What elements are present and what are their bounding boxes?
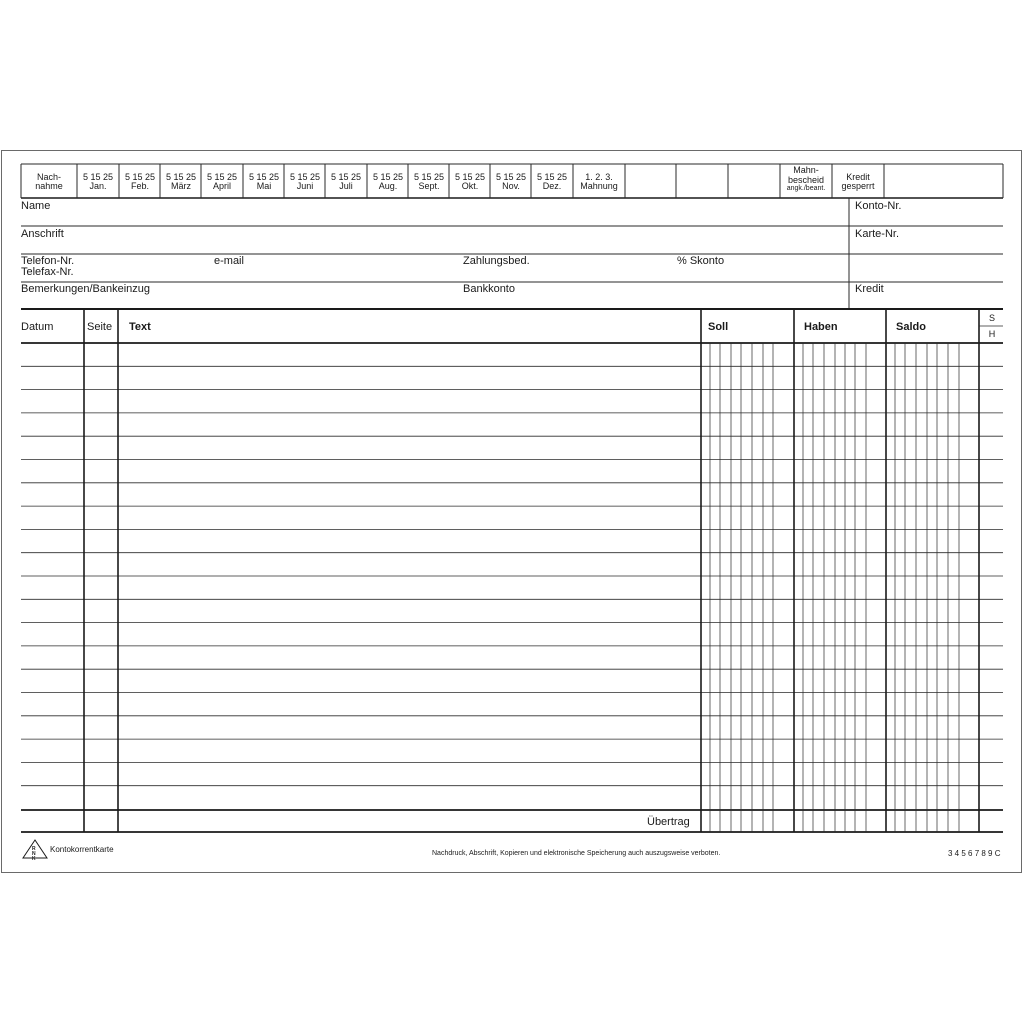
month-column-4 bbox=[243, 173, 285, 191]
month-name: Juli bbox=[339, 181, 353, 191]
month-column-5 bbox=[284, 173, 326, 191]
h-header: H bbox=[988, 329, 996, 339]
mahnung-label bbox=[573, 173, 625, 191]
month-name: Mai bbox=[256, 181, 272, 191]
month-days: 5 15 25 bbox=[124, 172, 156, 182]
kredit-gesperrt-line2: gesperrt bbox=[841, 181, 875, 191]
kredit-gesperrt-line1: Kredit bbox=[846, 172, 870, 182]
month-column-6 bbox=[325, 173, 367, 191]
month-days: 5 15 25 bbox=[454, 172, 486, 182]
month-days: 5 15 25 bbox=[82, 172, 114, 182]
karte-nr-label: Karte-Nr. bbox=[855, 228, 900, 240]
month-column-8 bbox=[408, 173, 450, 191]
konto-nr-label: Konto-Nr. bbox=[855, 200, 902, 212]
mahnbescheid-line1: Mahn- bbox=[793, 165, 819, 175]
card-type-label: Kontokorrentkarte bbox=[50, 845, 114, 854]
nachnahme-line1: Nach- bbox=[36, 172, 61, 182]
nachnahme-line2: nahme bbox=[35, 181, 63, 191]
nachnahme-label bbox=[22, 173, 76, 191]
month-name: Dez. bbox=[542, 181, 562, 191]
telefon-label: Telefon-Nr. bbox=[21, 255, 75, 267]
logo-letter-n: N bbox=[32, 851, 36, 857]
month-column-3 bbox=[201, 173, 243, 191]
month-days: 5 15 25 bbox=[165, 172, 197, 182]
bemerkungen-label: Bemerkungen/Bankeinzug bbox=[21, 283, 151, 295]
month-days: 5 15 25 bbox=[330, 172, 362, 182]
month-column-7 bbox=[367, 173, 409, 191]
kredit-label: Kredit bbox=[855, 283, 884, 295]
month-column-0 bbox=[77, 173, 119, 191]
month-days: 5 15 25 bbox=[289, 172, 321, 182]
month-name: März bbox=[171, 181, 191, 191]
haben-header: Haben bbox=[804, 321, 838, 333]
account-card bbox=[1, 150, 1022, 873]
form-code: 3 4 5 6 7 8 9 C bbox=[948, 849, 1001, 858]
month-days: 5 15 25 bbox=[248, 172, 280, 182]
month-name: Juni bbox=[296, 181, 314, 191]
month-name: Aug. bbox=[378, 181, 398, 191]
month-column-2 bbox=[160, 173, 202, 191]
month-days: 5 15 25 bbox=[206, 172, 238, 182]
month-column-9 bbox=[449, 173, 491, 191]
month-days: 5 15 25 bbox=[536, 172, 568, 182]
kredit-gesperrt-label bbox=[832, 173, 884, 191]
s-header: S bbox=[988, 313, 995, 323]
month-name: Nov. bbox=[502, 181, 520, 191]
month-name: Feb. bbox=[130, 181, 149, 191]
month-column-10 bbox=[490, 173, 532, 191]
month-column-11 bbox=[531, 173, 573, 191]
mahnung-line2: Mahnung bbox=[580, 181, 618, 191]
anschrift-label: Anschrift bbox=[21, 228, 64, 240]
month-name: April bbox=[212, 181, 231, 191]
skonto-label: % Skonto bbox=[677, 255, 725, 267]
name-label: Name bbox=[21, 200, 51, 212]
email-label: e-mail bbox=[214, 255, 244, 267]
month-column-1 bbox=[119, 173, 161, 191]
month-name: Okt. bbox=[461, 181, 479, 191]
bankkonto-label: Bankkonto bbox=[463, 283, 515, 295]
mahnbescheid-line3: angk./beant. bbox=[786, 185, 826, 192]
mahnbescheid-line2: bescheid bbox=[787, 175, 825, 185]
logo-letter-k: K bbox=[32, 856, 36, 862]
saldo-header: Saldo bbox=[896, 321, 926, 333]
datum-header: Datum bbox=[21, 321, 54, 333]
mahnbescheid-label bbox=[780, 165, 832, 193]
copyright-notice: Nachdruck, Abschrift, Kopieren und elektronische Speicherung auch auszugsweise verboten. bbox=[432, 850, 721, 857]
soll-header: Soll bbox=[708, 321, 729, 333]
month-days: 5 15 25 bbox=[495, 172, 527, 182]
mahnung-line1: 1. 2. 3. bbox=[585, 172, 613, 182]
text-header: Text bbox=[129, 321, 151, 333]
month-days: 5 15 25 bbox=[413, 172, 445, 182]
month-days: 5 15 25 bbox=[372, 172, 404, 182]
uebertrag-label: Übertrag bbox=[647, 816, 690, 828]
month-name: Sept. bbox=[418, 181, 440, 191]
zahlungsbed-label: Zahlungsbed. bbox=[463, 255, 530, 267]
seite-header: Seite bbox=[87, 321, 113, 333]
telefax-label: Telefax-Nr. bbox=[21, 266, 74, 278]
logo-letter-r: R bbox=[32, 846, 36, 852]
month-name: Jan. bbox=[89, 181, 107, 191]
